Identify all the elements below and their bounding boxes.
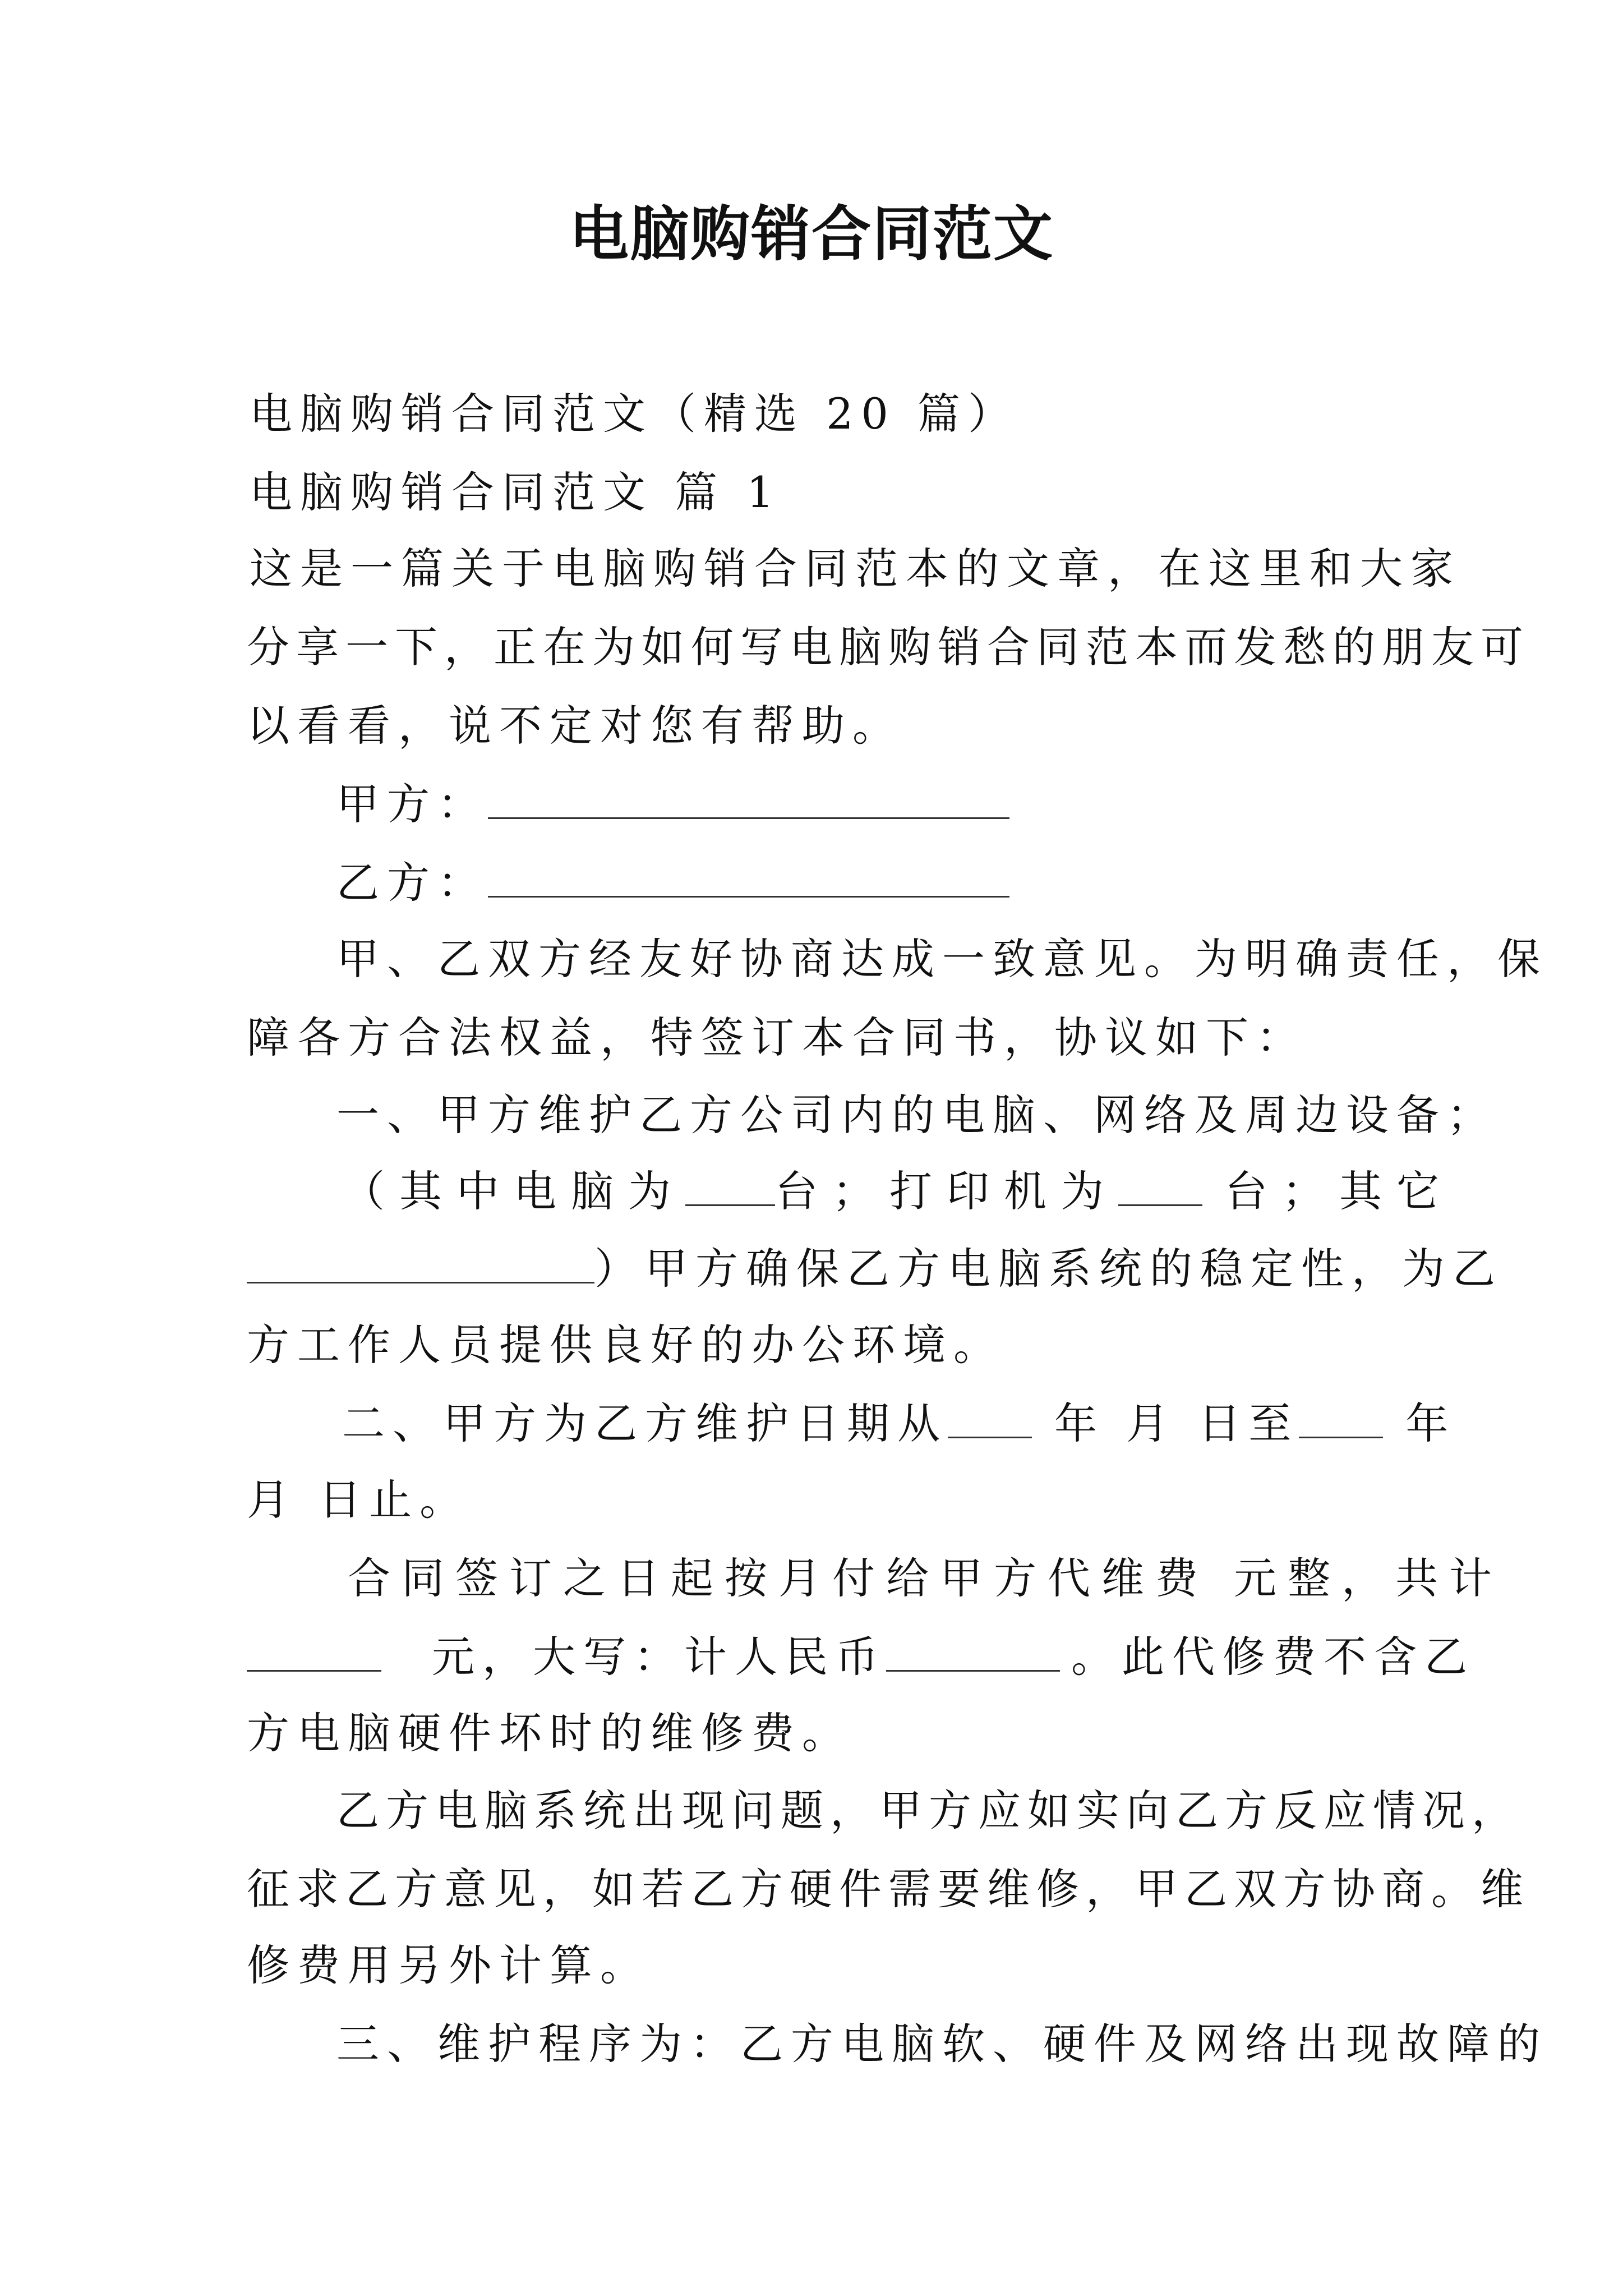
party-a-line [336, 777, 1464, 831]
party-b-blank [488, 857, 1009, 898]
end-year-blank [1299, 1397, 1383, 1438]
document-title: 电脑购销合同范文 [569, 199, 1054, 269]
party-a-label: 甲方： [336, 779, 488, 829]
clause-2-text-b: 年 月 日至 [1054, 1398, 1299, 1448]
payment-text-b: 。此代修费不含乙 [1071, 1632, 1475, 1682]
computer-count-blank [685, 1165, 775, 1206]
agreement-line-2: 障各方合法权益，特签订本合同书，协议如下： [247, 1013, 1307, 1062]
document-subtitle: 电脑购销合同范文（精选 20 篇） [250, 389, 1019, 439]
clause-1-line: 一、甲方维护乙方公司内的电脑、网络及周边设备； [336, 1090, 1497, 1140]
clause-1-text-b: 台；打印机为 [775, 1166, 1118, 1216]
problem-line-2: 征求乙方意见，如若乙方硬件需要维修，甲乙双方协商。维 [247, 1864, 1530, 1914]
payment-text-a: 元，大写：计人民币 [432, 1632, 886, 1682]
clause-1-detail-line-1 [342, 1165, 1469, 1218]
payment-line-1: 合同签订之日起按月付给甲方代维费 元整，共计 [348, 1553, 1504, 1603]
intro-line-2: 分享一下，正在为如何写电脑购销合同范本而发愁的朋友可 [247, 622, 1530, 672]
problem-line-3: 修费用另外计算。 [247, 1940, 651, 1990]
clause-2-line-1 [342, 1397, 1469, 1451]
party-b-label: 乙方： [336, 858, 488, 908]
printer-count-blank [1118, 1165, 1202, 1206]
clause-1-text-a: （其中电脑为 [342, 1166, 685, 1216]
party-b-line [336, 856, 1464, 910]
amount-in-words-blank [886, 1631, 1060, 1672]
party-a-blank [488, 778, 1009, 819]
clause-1-detail-line-3: 方工作人员提供良好的办公环境。 [247, 1320, 1004, 1370]
intro-line-1: 这是一篇关于电脑购销合同范本的文章，在这里和大家 [250, 544, 1461, 593]
clause-3-line: 三、维护程序为：乙方电脑软、硬件及网络出现故障的 [336, 2019, 1548, 2069]
clause-2-text-a: 二、甲方为乙方维护日期从 [342, 1398, 948, 1448]
start-year-blank [948, 1397, 1032, 1438]
payment-line-3: 方电脑硬件坏时的维修费。 [247, 1708, 852, 1758]
payment-line-2 [247, 1630, 1475, 1684]
clause-2-text-c: 年 [1405, 1398, 1456, 1448]
clause-2-line-2: 月 日止。 [247, 1475, 471, 1525]
agreement-line-1: 甲、乙双方经友好协商达成一致意见。为明确责任，保 [336, 934, 1548, 984]
section-heading: 电脑购销合同范文 篇 1 [250, 467, 782, 517]
clause-1-text-c: 台；其它 [1225, 1166, 1454, 1216]
intro-line-3: 以看看，说不定对您有帮助。 [247, 701, 903, 751]
total-amount-blank [247, 1631, 381, 1672]
clause-1-text-d: ）甲方确保乙方电脑系统的稳定性，为乙 [594, 1244, 1503, 1294]
problem-line-1: 乙方电脑系统出现问题，甲方应如实向乙方反应情况， [336, 1786, 1521, 1835]
other-devices-blank [247, 1243, 594, 1283]
clause-1-detail-line-2 [247, 1242, 1503, 1296]
